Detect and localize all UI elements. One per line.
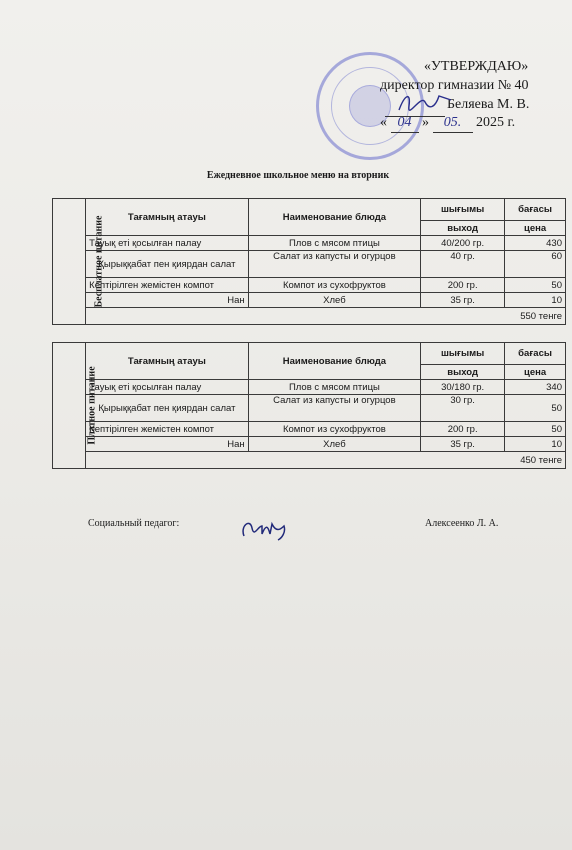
- dish-kz: Қырыққабат пен қиярдан салат: [86, 395, 249, 422]
- header-kz-output: шығымы: [421, 343, 505, 365]
- header-kz-name: Тағамның атауы: [86, 343, 249, 380]
- dish-kz: Кептірілген жемістен компот: [86, 278, 249, 293]
- director-signature: [395, 88, 455, 116]
- dish-kz: Нан: [86, 293, 249, 308]
- dish-kz: Нан: [86, 437, 249, 452]
- social-pedagogue-signature: [238, 512, 294, 546]
- dish-kz: Тауық еті қосылған палау: [86, 236, 249, 251]
- header-ru-price: цена: [505, 221, 566, 236]
- dish-ru: Плов с мясом птицы: [248, 380, 420, 395]
- dish-ru: Компот из сухофруктов: [248, 422, 420, 437]
- menu-title: Ежедневное школьное меню на вторник: [206, 170, 390, 181]
- dish-output: 35 гр.: [421, 437, 505, 452]
- dish-output: 40 гр.: [421, 251, 505, 278]
- approval-name: Беляева М. В.: [447, 97, 530, 112]
- dish-price: 430: [505, 236, 566, 251]
- free-menu-label: Бесплатное питание: [53, 199, 86, 325]
- table-row: [53, 251, 566, 278]
- dish-output: 200 гр.: [421, 422, 505, 437]
- header-kz-price: бағасы: [505, 343, 566, 365]
- dish-ru: Салат из капусты и огурцов: [248, 251, 420, 278]
- paid-menu-table: [52, 342, 566, 469]
- dish-price: 50: [505, 278, 566, 293]
- approval-heading: «УТВЕРЖДАЮ»: [424, 59, 529, 74]
- header-kz-price: бағасы: [505, 199, 566, 221]
- dish-price: 10: [505, 437, 566, 452]
- table-row: [53, 293, 566, 308]
- dish-output: 200 гр.: [421, 278, 505, 293]
- dish-ru: Плов с мясом птицы: [248, 236, 420, 251]
- free-menu-table: [52, 198, 566, 325]
- table-row: [53, 422, 566, 437]
- free-menu-total: 550 тенге: [86, 308, 566, 325]
- header-kz-output: шығымы: [421, 199, 505, 221]
- approval-position: директор гимназии № 40: [380, 78, 529, 93]
- table-row: [53, 278, 566, 293]
- header-ru-name: Наименование блюда: [248, 199, 420, 236]
- dish-price: 60: [505, 251, 566, 278]
- paid-menu-label: Платное питание: [53, 343, 86, 469]
- table-row: [53, 395, 566, 422]
- header-ru-output: выход: [421, 365, 505, 380]
- dish-price: 340: [505, 380, 566, 395]
- approval-date: « 04 » 05. 2025 г.: [380, 114, 528, 132]
- dish-kz: Қырыққабат пен қиярдан салат: [86, 251, 249, 278]
- dish-output: 40/200 гр.: [421, 236, 505, 251]
- dish-output: 30 гр.: [421, 395, 505, 422]
- dish-ru: Компот из сухофруктов: [248, 278, 420, 293]
- table-row: [53, 380, 566, 395]
- dish-price: 50: [505, 422, 566, 437]
- signature-role: Социальный педагог:: [88, 518, 180, 529]
- dish-kz: Кептірілген жемістен компот: [86, 422, 249, 437]
- approval-day: 04: [391, 114, 419, 133]
- signature-name: Алексеенко Л. А.: [425, 518, 499, 529]
- dish-output: 35 гр.: [421, 293, 505, 308]
- table-row: [53, 236, 566, 251]
- dish-output: 30/180 гр.: [421, 380, 505, 395]
- dish-ru: Хлеб: [248, 293, 420, 308]
- header-ru-name: Наименование блюда: [248, 343, 420, 380]
- dish-kz: Тауық еті қосылған палау: [86, 380, 249, 395]
- dish-ru: Хлеб: [248, 437, 420, 452]
- dish-price: 10: [505, 293, 566, 308]
- header-kz-name: Тағамның атауы: [86, 199, 249, 236]
- header-ru-price: цена: [505, 365, 566, 380]
- paid-menu-total: 450 тенге: [86, 452, 566, 469]
- header-ru-output: выход: [421, 221, 505, 236]
- dish-ru: Салат из капусты и огурцов: [248, 395, 420, 422]
- table-row: [53, 437, 566, 452]
- approval-month: 05.: [433, 114, 473, 133]
- dish-price: 50: [505, 395, 566, 422]
